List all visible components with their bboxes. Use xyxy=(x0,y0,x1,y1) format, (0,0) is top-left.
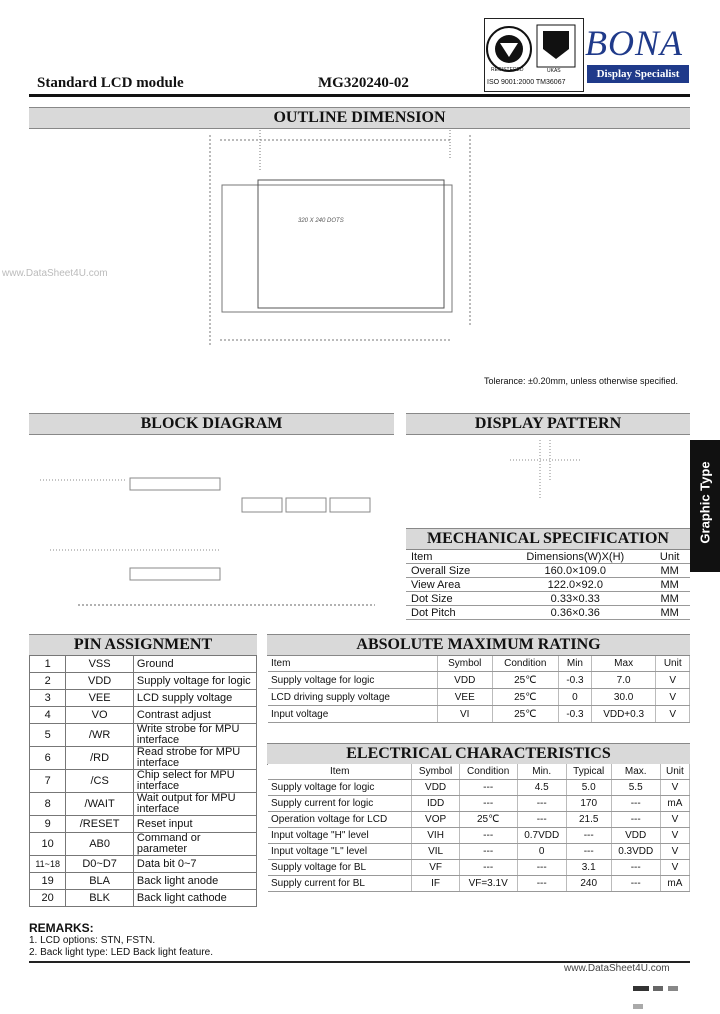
electrical-char-table xyxy=(268,764,690,892)
cell: 0 xyxy=(559,689,592,706)
cell: mA xyxy=(660,876,689,892)
table-row xyxy=(406,564,690,578)
header-cell: Condition xyxy=(492,656,559,672)
pin-symbol: VEE xyxy=(66,690,134,707)
cell: Supply voltage for BL xyxy=(268,860,412,876)
table-row xyxy=(268,672,690,689)
header-cell: Dimensions(W)X(H) xyxy=(501,550,649,564)
table-row xyxy=(268,780,690,796)
cell: Input voltage "H" level xyxy=(268,828,412,844)
cert-right-label: UKAS xyxy=(547,68,561,74)
cell: VDD xyxy=(412,780,459,796)
table-header-row xyxy=(268,656,690,672)
cell: --- xyxy=(611,812,660,828)
pin-symbol: /CS xyxy=(66,770,134,793)
cell: Overall Size xyxy=(406,564,501,578)
table-row xyxy=(406,578,690,592)
pin-symbol: VDD xyxy=(66,673,134,690)
cell: MM xyxy=(649,606,690,620)
header-cell: Unit xyxy=(660,764,689,780)
cell: IF xyxy=(412,876,459,892)
pin-description: Reset input xyxy=(133,816,256,833)
footer-url: www.DataSheet4U.com xyxy=(564,963,670,974)
cell: 3.1 xyxy=(566,860,611,876)
table-header-row xyxy=(268,764,690,780)
cell: 0 xyxy=(517,844,566,860)
pin-number: 11~18 xyxy=(30,856,66,873)
cell: Dot Pitch xyxy=(406,606,501,620)
cell: --- xyxy=(517,812,566,828)
pin-description: Contrast adjust xyxy=(133,707,256,724)
cell: 160.0×109.0 xyxy=(501,564,649,578)
header-cell: Max xyxy=(591,656,656,672)
header-cell: Item xyxy=(268,764,412,780)
header-cell: Item xyxy=(406,550,501,564)
table-row xyxy=(268,812,690,828)
pin-symbol: AB0 xyxy=(66,833,134,856)
cell: --- xyxy=(517,796,566,812)
remark-item: 2. Back light type: LED Back light feature. xyxy=(29,947,213,958)
mechanical-spec-table xyxy=(406,550,690,620)
cell: 0.3VDD xyxy=(611,844,660,860)
cell: --- xyxy=(566,828,611,844)
pin-symbol: /WR xyxy=(66,724,134,747)
table-row xyxy=(406,592,690,606)
cell: --- xyxy=(566,844,611,860)
model-number: MG320240-02 xyxy=(318,75,409,91)
cell: --- xyxy=(459,796,517,812)
cell: 7.0 xyxy=(591,672,656,689)
cell: --- xyxy=(459,860,517,876)
pin-row xyxy=(30,707,257,724)
cell: V xyxy=(660,780,689,796)
cell: VEE xyxy=(437,689,492,706)
cell: VI xyxy=(437,706,492,723)
product-type: Standard LCD module xyxy=(37,75,184,91)
table-row xyxy=(406,606,690,620)
cert-left-label: REGISTERED xyxy=(491,67,524,73)
cell: VDD+0.3 xyxy=(591,706,656,723)
pin-symbol: VSS xyxy=(66,656,134,673)
cell: V xyxy=(656,672,690,689)
display-pattern-title: DISPLAY PATTERN xyxy=(406,413,690,435)
cell: V xyxy=(660,828,689,844)
cell: 25℃ xyxy=(459,812,517,828)
cell: VF xyxy=(412,860,459,876)
display-pattern-drawing xyxy=(510,440,590,510)
pin-description: Ground xyxy=(133,656,256,673)
table-row xyxy=(268,844,690,860)
cell: 0.33×0.33 xyxy=(501,592,649,606)
cell: --- xyxy=(459,828,517,844)
certification-box xyxy=(484,18,584,92)
cell: MM xyxy=(649,592,690,606)
cell: VF=3.1V xyxy=(459,876,517,892)
pin-assignment-title: PIN ASSIGNMENT xyxy=(29,634,257,656)
outline-dots-label: 320 X 240 DOTS xyxy=(298,218,344,224)
side-tab xyxy=(690,440,720,572)
header-cell: Max. xyxy=(611,764,660,780)
pin-number: 8 xyxy=(30,793,66,816)
header-cell: Min. xyxy=(517,764,566,780)
cell: 21.5 xyxy=(566,812,611,828)
pin-description: Data bit 0~7 xyxy=(133,856,256,873)
table-row xyxy=(268,876,690,892)
cell: --- xyxy=(611,876,660,892)
cert-text: ISO 9001:2000 TM36067 xyxy=(487,79,566,86)
cell: -0.3 xyxy=(559,672,592,689)
brand-logo: BONA xyxy=(585,23,683,63)
remarks-title: REMARKS: xyxy=(29,921,94,935)
block-diagram-drawing xyxy=(30,440,390,610)
cell: 122.0×92.0 xyxy=(501,578,649,592)
pin-number: 5 xyxy=(30,724,66,747)
cell: 4.5 xyxy=(517,780,566,796)
cell: V xyxy=(656,689,690,706)
cell: V xyxy=(660,812,689,828)
cell: VOP xyxy=(412,812,459,828)
cell: 0.36×0.36 xyxy=(501,606,649,620)
cell: 30.0 xyxy=(591,689,656,706)
cell: --- xyxy=(517,876,566,892)
cell: Supply voltage for logic xyxy=(268,672,437,689)
header-cell: Min xyxy=(559,656,592,672)
pin-description: Back light anode xyxy=(133,873,256,890)
cell: Supply current for logic xyxy=(268,796,412,812)
tolerance-note: Tolerance: ±0.20mm, unless otherwise specified. xyxy=(484,376,679,386)
pin-row xyxy=(30,690,257,707)
pin-number: 1 xyxy=(30,656,66,673)
pin-description: Read strobe for MPU interface xyxy=(133,747,256,770)
table-row xyxy=(268,860,690,876)
pin-number: 6 xyxy=(30,747,66,770)
cell: --- xyxy=(611,860,660,876)
block-diagram-title: BLOCK DIAGRAM xyxy=(29,413,394,435)
watermark: www.DataSheet4U.com xyxy=(2,268,108,279)
pin-description: Supply voltage for logic xyxy=(133,673,256,690)
pin-description: Back light cathode xyxy=(133,890,256,907)
cell: 25℃ xyxy=(492,706,559,723)
pin-row xyxy=(30,793,257,816)
pin-number: 7 xyxy=(30,770,66,793)
cell: -0.3 xyxy=(559,706,592,723)
cell: LCD driving supply voltage xyxy=(268,689,437,706)
cell: Supply current for BL xyxy=(268,876,412,892)
pin-symbol: D0~D7 xyxy=(66,856,134,873)
cell: Input voltage xyxy=(268,706,437,723)
header-cell: Item xyxy=(268,656,437,672)
pin-number: 10 xyxy=(30,833,66,856)
brand-tagline: Display Specialist xyxy=(587,65,689,83)
pin-description: Command or parameter xyxy=(133,833,256,856)
header-rule xyxy=(29,94,690,97)
header-cell: Symbol xyxy=(437,656,492,672)
cell: VDD xyxy=(611,828,660,844)
table-row xyxy=(268,706,690,723)
header-cell: Unit xyxy=(656,656,690,672)
absolute-max-table xyxy=(268,656,690,723)
cell: V xyxy=(656,706,690,723)
pin-symbol: BLA xyxy=(66,873,134,890)
pin-number: 19 xyxy=(30,873,66,890)
pin-description: LCD supply voltage xyxy=(133,690,256,707)
pin-row xyxy=(30,673,257,690)
mechanical-spec-title: MECHANICAL SPECIFICATION xyxy=(406,528,690,550)
pin-number: 9 xyxy=(30,816,66,833)
pin-row xyxy=(30,890,257,907)
cell: 170 xyxy=(566,796,611,812)
footer-bars xyxy=(633,978,689,983)
table-header-row xyxy=(406,550,690,564)
pin-number: 2 xyxy=(30,673,66,690)
cell: --- xyxy=(459,780,517,796)
cell: VIH xyxy=(412,828,459,844)
side-tab-label: Graphic Type xyxy=(697,461,713,544)
pin-row xyxy=(30,747,257,770)
pin-row xyxy=(30,873,257,890)
header-cell: Condition xyxy=(459,764,517,780)
pin-number: 3 xyxy=(30,690,66,707)
table-row xyxy=(268,796,690,812)
cell: VIL xyxy=(412,844,459,860)
cell: Input voltage "L" level xyxy=(268,844,412,860)
pin-description: Write strobe for MPU interface xyxy=(133,724,256,747)
pin-number: 20 xyxy=(30,890,66,907)
cell: V xyxy=(660,860,689,876)
pin-symbol: /RESET xyxy=(66,816,134,833)
pin-row xyxy=(30,816,257,833)
cell: Dot Size xyxy=(406,592,501,606)
pin-row xyxy=(30,833,257,856)
cell: IDD xyxy=(412,796,459,812)
cell: V xyxy=(660,844,689,860)
cell: --- xyxy=(459,844,517,860)
pin-number: 4 xyxy=(30,707,66,724)
pin-description: Wait output for MPU interface xyxy=(133,793,256,816)
pin-symbol: /RD xyxy=(66,747,134,770)
cell: Supply voltage for logic xyxy=(268,780,412,796)
cell: mA xyxy=(660,796,689,812)
outline-drawing xyxy=(200,130,510,380)
table-row xyxy=(268,828,690,844)
pin-row xyxy=(30,724,257,747)
header-cell: Unit xyxy=(649,550,690,564)
pin-row xyxy=(30,856,257,873)
remark-item: 1. LCD options: STN, FSTN. xyxy=(29,935,156,946)
header-cell: Typical xyxy=(566,764,611,780)
cell: View Area xyxy=(406,578,501,592)
pin-row xyxy=(30,656,257,673)
cell: VDD xyxy=(437,672,492,689)
cell: MM xyxy=(649,578,690,592)
absolute-max-title: ABSOLUTE MAXIMUM RATING xyxy=(267,634,690,656)
pin-symbol: /WAIT xyxy=(66,793,134,816)
outline-dimension-title: OUTLINE DIMENSION xyxy=(29,107,690,129)
header-cell: Symbol xyxy=(412,764,459,780)
cell: --- xyxy=(611,796,660,812)
cell: 5.5 xyxy=(611,780,660,796)
cell: --- xyxy=(517,860,566,876)
pin-description: Chip select for MPU interface xyxy=(133,770,256,793)
cell: 5.0 xyxy=(566,780,611,796)
cell: MM xyxy=(649,564,690,578)
pin-row xyxy=(30,770,257,793)
table-row xyxy=(268,689,690,706)
cell: 0.7VDD xyxy=(517,828,566,844)
cell: Operation voltage for LCD xyxy=(268,812,412,828)
pin-symbol: BLK xyxy=(66,890,134,907)
cell: 25℃ xyxy=(492,672,559,689)
pin-symbol: VO xyxy=(66,707,134,724)
electrical-char-title: ELECTRICAL CHARACTERISTICS xyxy=(267,743,690,765)
cell: 25℃ xyxy=(492,689,559,706)
pin-assignment-table xyxy=(29,655,257,907)
cell: 240 xyxy=(566,876,611,892)
